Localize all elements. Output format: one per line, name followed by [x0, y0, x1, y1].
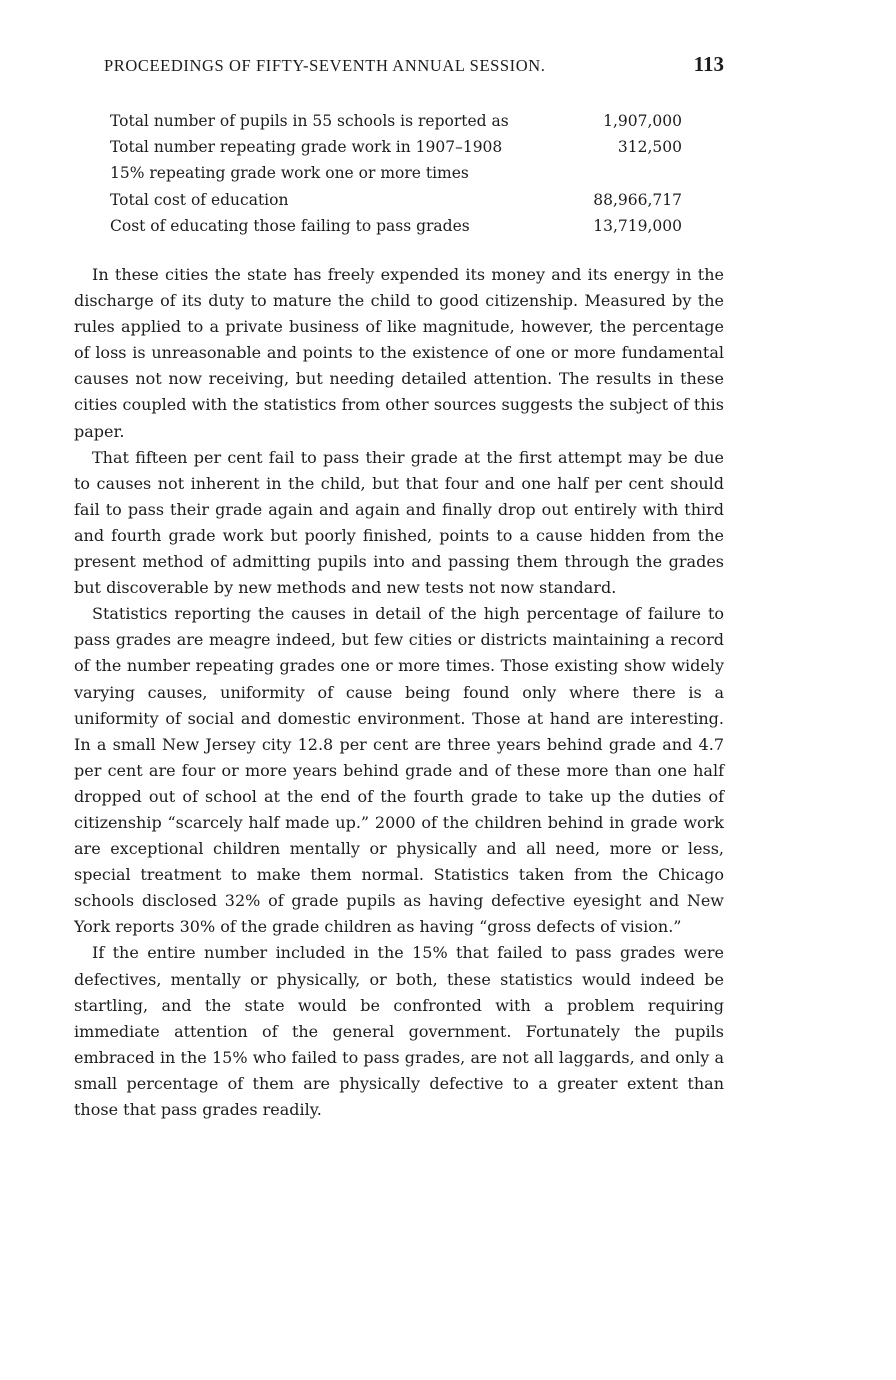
stat-row — [110, 160, 684, 186]
stat-row — [110, 108, 684, 134]
paragraph: That fifteen per cent fail to pass their grade at the first attempt may be due to causes not inherent in the child, but that four and one half per cent should fail to pass their grade again and again and finally drop out entirely with third and fourth grade work but poorly finished, points to a cause hidden from the present method of admitting pupils into and passing them through the grades but discoverable by new methods and new tests not now standard. — [74, 447, 724, 598]
stat-row — [110, 134, 684, 160]
stat-value: 88,966,717 — [593, 190, 682, 209]
stat-row — [110, 187, 684, 213]
stat-label: Total number repeating grade work in 1907–1908 — [110, 138, 503, 157]
stat-value: 1,907,000 — [603, 112, 682, 130]
stat-label: 15% repeating grade work one or more times — [110, 164, 469, 183]
statistics-table — [110, 108, 684, 239]
paragraph: In these cities the state has freely expended its money and its energy in the discharge of its duty to mature the child to good citizenship. Measured by the rules applied to a private business of like magnitude, however, the percentage of loss is unreasonable and points to the existence of one or more fundamental causes not now receiving, but needing detailed attention. The results in these cities coupled with the statistics from other sources suggests the subject of this paper. — [74, 265, 724, 441]
stat-row — [110, 213, 684, 239]
stat-label: Cost of educating those failing to pass grades — [110, 216, 470, 235]
stat-value: 13,719,000 — [593, 216, 682, 235]
body-text — [74, 262, 724, 1123]
running-header — [104, 52, 724, 82]
page-number: 113 — [693, 52, 724, 76]
stat-label: Total number of pupils in 55 schools is reported as — [110, 112, 509, 130]
paragraph: Statistics reporting the causes in detail of the high percentage of failure to pass grades are meagre indeed, but few cities or districts maintaining a record of the number repeating grades one or more times. Those existing show widely varying causes, uniformity of cause being found only where there is a uniformity of social and domestic environment. Those at hand are interesting. In a small New Jersey city 12.8 per cent are three years behind grade and 4.7 per cent are four or more years behind grade and of these more than one half dropped out of school at the end of the fourth grade to take up the duties of citizenship “scarcely half made up.” 2000 of the children behind in grade work are exceptional children mentally or physically and all need, more or less, special treatment to make them normal. Statistics taken from the Chicago schools disclosed 32% of grade pupils as having defective eyesight and New York reports 30% of the grade children as having “gross defects of vision.” — [74, 604, 724, 937]
running-title: PROCEEDINGS OF FIFTY-SEVENTH ANNUAL SESSION. — [104, 56, 546, 75]
stat-label: Total cost of education — [110, 190, 289, 209]
paragraph: If the entire number included in the 15% that failed to pass grades were defectives, mentally or physically, or both, these statistics would indeed be startling, and the state would be confronted with a problem requiring immediate attention of the general government. Fortunately the pupils embraced in the 15% who failed to pass grades, are not all laggards, and only a small percentage of them are physically defective to a greater extent than those that pass grades readily. — [74, 943, 724, 1119]
stat-value: 312,500 — [617, 138, 682, 157]
